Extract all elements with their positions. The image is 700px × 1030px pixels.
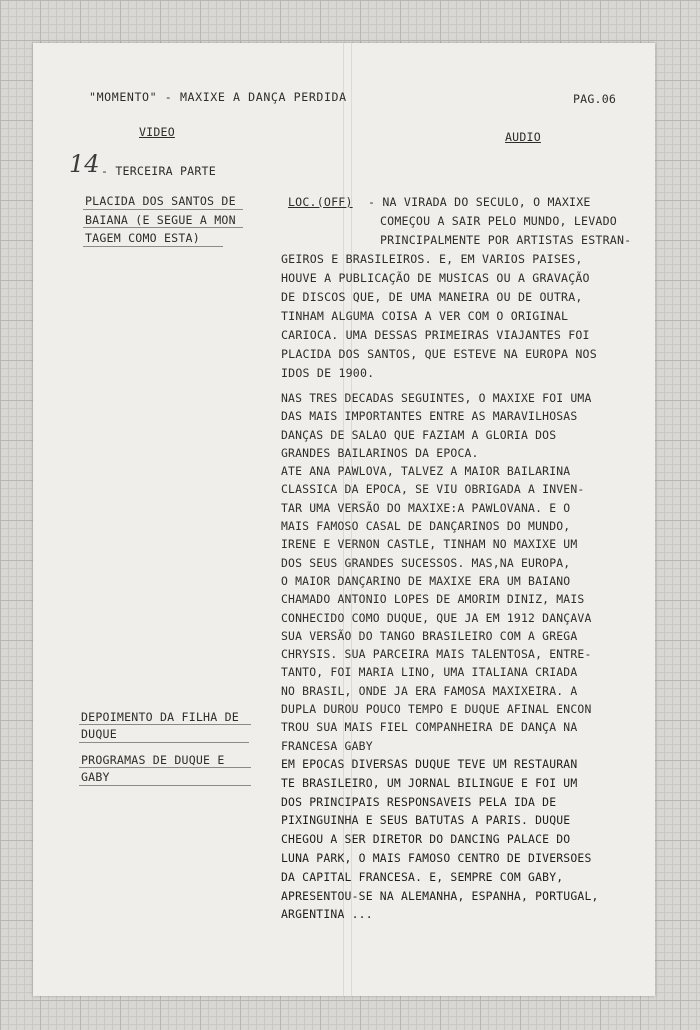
audio-column-heading: AUDIO	[505, 130, 541, 144]
audio-line: GEIROS E BRASILEIROS. E, EM VARIOS PAISES,	[281, 252, 583, 266]
underline	[83, 209, 243, 210]
audio-line: IDOS DE 1900.	[281, 366, 375, 380]
audio-narration-block	[281, 389, 592, 755]
audio-line: TANTO, FOI MARIA LINO, UMA ITALIANA CRIADA	[281, 665, 578, 680]
audio-line: APRESENTOU-SE NA ALEMANHA, ESPANHA, PORTUGAL,	[281, 888, 599, 903]
typewritten-page: "MOMENTO" - MAXIXE A DANÇA PERDIDA PAG.06 VIDEO AUDIO 14 - TERCEIRA PARTE PLACIDA DOS SANTOS DE BAIANA (E SEGUE A MON TAGEM COMO ESTA) LOC.(OFF) - NA VIRADA DO SECULO, O MAXIXE COMEÇOU A SAIR PELO MUNDO, LEVADO PRINCIPALMENTE POR ARTISTAS ESTRAN- GEIROS E BRASILEIROS. E, EM VARIOS PAISES, HOUVE A PUBLICAÇÃO DE MUSICAS OU A GRAVAÇÃO DE DISCOS QUE, DE UMA MANEIRA OU DE OUTRA, TINHAM ALGUMA COISA A VER COM O ORIGINAL CARIOCA. UMA DESSAS PRIMEIRAS VIAJANTES FOI PLACIDA DOS SANTOS, QUE ESTEVE NA EUROPA NOS IDOS DE 1900. NAS TRES DECADAS SEGUINTES, O MAXIXE FOI UMA DAS MAIS IMPORTANTES ENTRE AS MARAVILHOSAS DANÇAS DE SALAO QUE FAZIAM A GLORIA DOS GRANDES BAILARINOS DA EPOCA. ATE ANA PAWLOVA, TALVEZ A MAIOR BAILARINA CLASSICA DA EPOCA, SE VIU OBRIGADA A INVEN- TAR UMA VERSÃO DO MAXIXE:A PAWLOVANA. E O MAIS FAMOSO CASAL DE DANÇARINOS DO MUNDO, IRENE E VERNON CASTLE, TINHAM NO MAXIXE UM DOS SEUS GRANDES SUCESSOS. MAS,NA EUROPA, O MAIOR DANÇARINO DE MAXIXE ERA UM BAIANO CHAMADO ANTONIO LOPES DE AMORIM DINIZ, MAIS CONHECIDO COMO DUQUE, QUE JA EM 1912 DANÇAVA SUA VERSÃO DO TANGO BRASILEIRO COM A GREGA CHRYSIS. SUA PARCEIRA MAIS TALENTOSA, ENTRE- TANTO, FOI MARIA LINO, UMA ITALIANA CRIADA NO BRASIL, ONDE JA ERA FAMOSA MAXIXEIRA. A DUPLA DUROU POUCO TEMPO E DUQUE AFINAL ENCON TROU SUA MAIS FIEL COMPANHEIRA DE DANÇA NA FRANCESA GABY DEPOIMENTO DA FILHA DE DUQUE PROGRAMAS DE DUQUE E GABY EM EPOCAS DIVERSAS DUQUE TEVE UM RESTAURAN TE BRASILEIRO, UM JORNAL BILINGUE E FOI UM DOS PRINCIPAIS RESPONSAVEIS PELA IDA DE PIXINGUINHA E SEUS BATUTAS A PARIS. DUQUE CHEGOU A SER DIRETOR DO DANCING PALACE DO LUNA PARK, O MAIS FAMOSO CENTRO DE DIVERSOES DA CAPITAL FRANCESA. E, SEMPRE COM GABY, APRESENTOU-SE NA ALEMANHA, ESPANHA, PORTUGAL, ARGENTINA ...	[33, 43, 655, 996]
audio-line: PRINCIPALMENTE POR ARTISTAS ESTRAN-	[380, 233, 632, 247]
handwritten-section-number: 14	[69, 150, 100, 178]
underline	[83, 227, 243, 228]
underline	[79, 767, 251, 768]
audio-line: NAS TRES DECADAS SEGUINTES, O MAXIXE FOI UMA	[281, 391, 592, 405]
audio-line: CLASSICA DA EPOCA, SE VIU OBRIGADA A INVEN-	[281, 482, 585, 497]
audio-line: IRENE E VERNON CASTLE, TINHAM NO MAXIXE UM	[281, 537, 578, 552]
audio-line: DOS PRINCIPAIS RESPONSAVEIS PELA IDA DE	[281, 794, 557, 809]
underline	[83, 246, 223, 247]
audio-line: GRANDES BAILARINOS DA EPOCA.	[281, 445, 479, 460]
audio-line: TINHAM ALGUMA COISA A VER COM O ORIGINAL	[281, 309, 569, 323]
audio-line: CHAMADO ANTONIO LOPES DE AMORIM DINIZ, MAIS	[281, 592, 585, 607]
audio-line: CONHECIDO COMO DUQUE, QUE JA EM 1912 DANÇAVA	[281, 610, 592, 625]
underline	[79, 724, 251, 725]
audio-line: DE DISCOS QUE, DE UMA MANEIRA OU DE OUTRA,	[281, 290, 583, 304]
page-number: PAG.06	[573, 92, 617, 106]
audio-line: SUA VERSÃO DO TANGO BRASILEIRO COM A GREGA	[281, 628, 578, 643]
audio-line: LUNA PARK, O MAIS FAMOSO CENTRO DE DIVERSOES	[281, 850, 592, 865]
audio-line: DAS MAIS IMPORTANTES ENTRE AS MARAVILHOSAS	[281, 409, 578, 424]
audio-line: CHEGOU A SER DIRETOR DO DANCING PALACE DO	[281, 832, 571, 847]
audio-line: TAR UMA VERSÃO DO MAXIXE:A PAWLOVANA. E O	[281, 500, 571, 515]
script-title: "MOMENTO" - MAXIXE A DANÇA PERDIDA	[89, 90, 347, 104]
audio-line: CHRYSIS. SUA PARCEIRA MAIS TALENTOSA, ENTRE-	[281, 647, 592, 662]
audio-line: EM EPOCAS DIVERSAS DUQUE TEVE UM RESTAURAN	[281, 757, 578, 771]
audio-line: NO BRASIL, ONDE JA ERA FAMOSA MAXIXEIRA. A	[281, 683, 578, 698]
audio-line: - NA VIRADA DO SECULO, O MAXIXE	[368, 195, 591, 209]
audio-line: FRANCESA GABY	[281, 738, 373, 753]
audio-line: COMEÇOU A SAIR PELO MUNDO, LEVADO	[380, 214, 617, 228]
section-title: - TERCEIRA PARTE	[101, 164, 216, 178]
underline	[79, 785, 251, 786]
audio-line: PIXINGUINHA E SEUS BATUTAS A PARIS. DUQUE	[281, 813, 571, 828]
audio-line: CARIOCA. UMA DESSAS PRIMEIRAS VIAJANTES FOI	[281, 328, 590, 342]
audio-line: DANÇAS DE SALAO QUE FAZIAM A GLORIA DOS	[281, 427, 557, 442]
audio-narration-block-2	[281, 755, 599, 924]
audio-line: HOUVE A PUBLICAÇÃO DE MUSICAS OU A GRAVAÇÃO	[281, 271, 590, 285]
audio-line: TROU SUA MAIS FIEL COMPANHEIRA DE DANÇA NA	[281, 720, 578, 735]
audio-line: PLACIDA DOS SANTOS, QUE ESTEVE NA EUROPA NOS	[281, 347, 597, 361]
audio-line: ATE ANA PAWLOVA, TALVEZ A MAIOR BAILARINA	[281, 464, 571, 479]
audio-line: DUPLA DUROU POUCO TEMPO E DUQUE AFINAL ENCON	[281, 702, 592, 717]
audio-line: DA CAPITAL FRANCESA. E, SEMPRE COM GABY,	[281, 869, 564, 884]
underline	[79, 742, 249, 743]
audio-line: ARGENTINA ...	[281, 907, 373, 922]
video-column-heading: VIDEO	[139, 125, 175, 139]
audio-line: O MAIOR DANÇARINO DE MAXIXE ERA UM BAIANO	[281, 573, 571, 588]
audio-line: TE BRASILEIRO, UM JORNAL BILINGUE E FOI UM	[281, 775, 578, 790]
audio-line: MAIS FAMOSO CASAL DE DANÇARINOS DO MUNDO,	[281, 519, 571, 534]
audio-speaker-label: LOC.(OFF)	[288, 195, 353, 209]
audio-line: DOS SEUS GRANDES SUCESSOS. MAS,NA EUROPA,	[281, 555, 571, 570]
